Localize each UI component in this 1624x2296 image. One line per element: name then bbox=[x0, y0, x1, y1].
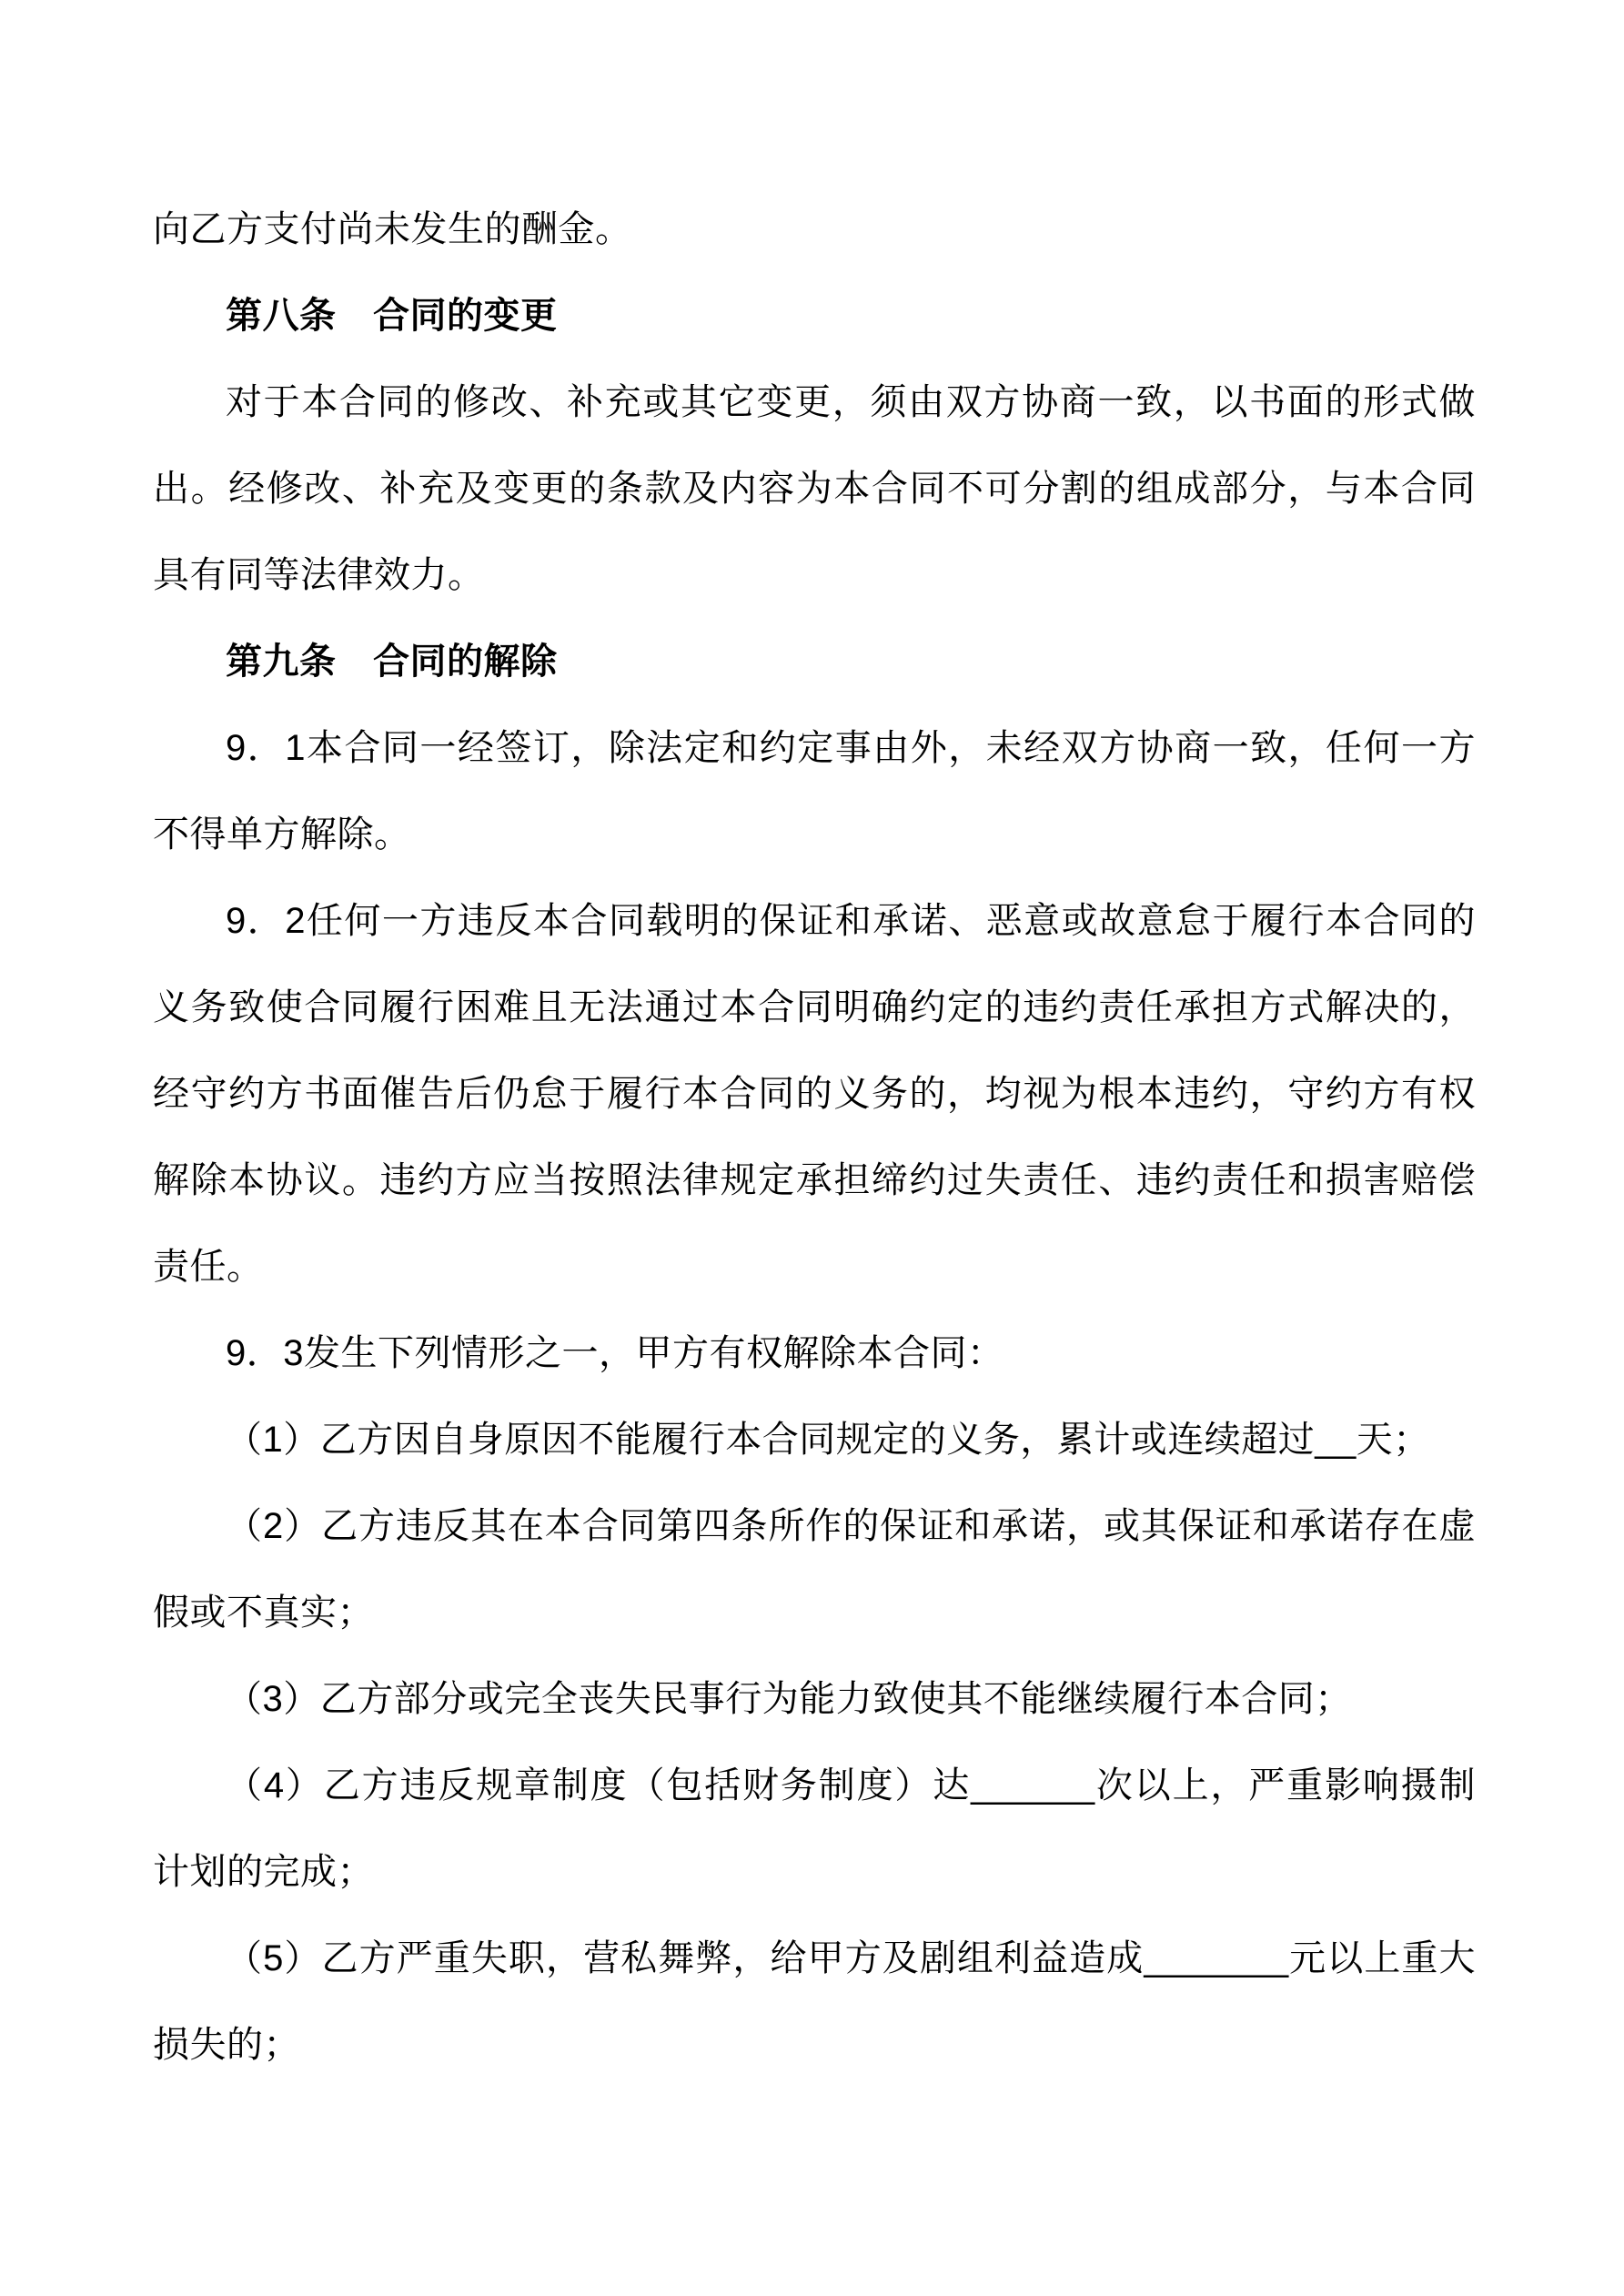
article-9-heading: 第九条 合同的解除 bbox=[226, 642, 558, 682]
clause-9-3: 9．3发生下列情形之一，甲方有权解除本合同： bbox=[226, 1333, 1004, 1373]
termination-item-3: （3）乙方部分或完全丧失民事行为能力致使其不能继续履行本合同； bbox=[226, 1679, 1352, 1719]
carryover-line: 向乙方支付尚未发生的酬金。 bbox=[153, 209, 632, 249]
termination-item-4: （4）乙方违反规章制度（包括财务制度）达______次以上，严重影响摄制计划的完成； bbox=[153, 1765, 1476, 1892]
clause-9-2: 9．2任何一方违反本合同载明的保证和承诺、恶意或故意怠于履行本合同的义务致使合同履行困难且无法通过本合同明确约定的违约责任承担方式解决的，经守约方书面催告后仍怠于履行本合同的义务的，均视为根本违约，守约方有权解除本协议。违约方应当按照法律规定承担缔约过失责任、违约责任和损害赔偿责任。 bbox=[153, 901, 1476, 1287]
termination-item-1: （1）乙方因自身原因不能履行本合同规定的义务，累计或连续超过__天； bbox=[226, 1420, 1430, 1460]
termination-item-2: （2）乙方违反其在本合同第四条所作的保证和承诺，或其保证和承诺存在虚假或不真实； bbox=[153, 1506, 1476, 1633]
termination-item-5: （5）乙方严重失职，营私舞弊，给甲方及剧组利益造成_______元以上重大损失的； bbox=[153, 1938, 1476, 2065]
document-body bbox=[153, 187, 1476, 2089]
article-8-body: 对于本合同的修改、补充或其它变更，须由双方协商一致，以书面的形式做出。经修改、补充及变更的条款及内容为本合同不可分割的组成部分，与本合同具有同等法律效力。 bbox=[153, 382, 1476, 595]
clause-9-1: 9．1本合同一经签订，除法定和约定事由外，未经双方协商一致，任何一方不得单方解除。 bbox=[153, 728, 1476, 855]
article-8-heading: 第八条 合同的变更 bbox=[226, 296, 558, 336]
